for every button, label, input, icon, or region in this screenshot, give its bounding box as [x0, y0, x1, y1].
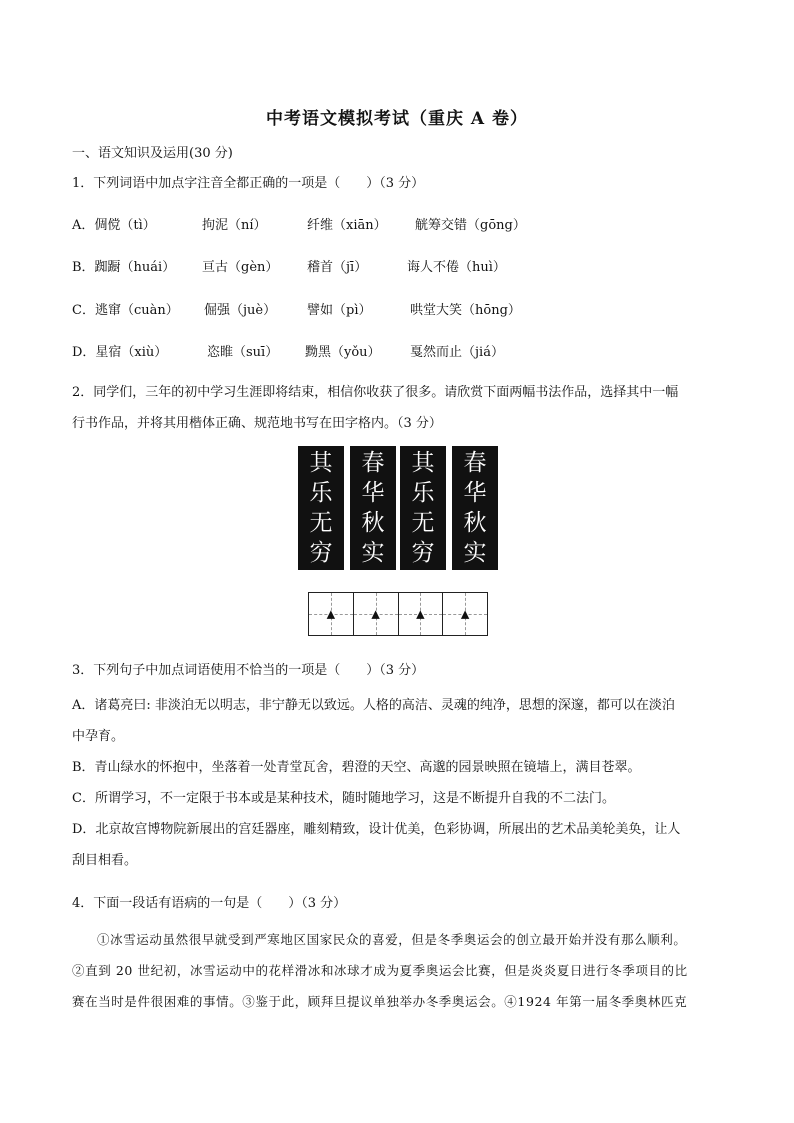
calligraphy-strip-3	[400, 446, 446, 570]
triangle-mark: ▲	[371, 607, 380, 621]
option-a-word-3: 纤维（xiān）	[307, 218, 387, 233]
question-4-passage-cont	[72, 955, 728, 1017]
question-3-option-b: B．青山绿水的怀抱中，坐落着一处青堂瓦舍，碧澄的天空、高邈的园景映照在镜墙上，满目苍翠。	[72, 760, 641, 775]
passage-line-1: ①冰雪运动虽然很早就受到严寒地区国家民众的喜爱，但是冬季奥运会的创立最开始并没有那么顺利。	[97, 932, 687, 947]
question-4-stem: 4．下面一段话有语病的一句是（ ）（3 分）	[72, 896, 347, 911]
question-2-line-2: 行书作品，并将其用楷体正确、规范地书写在田字格内。（3 分）	[72, 416, 442, 431]
calligraphy-char: 其	[309, 450, 333, 476]
option-b-word-2: 亘古（gèn）	[202, 260, 279, 275]
calligraphy-artworks	[298, 446, 498, 570]
calligraphy-char: 实	[361, 540, 385, 566]
option-b-word-3: 稽首（jī）	[307, 260, 368, 275]
calligraphy-char: 无	[309, 510, 333, 536]
question-2-stem	[72, 377, 722, 439]
option-a-word-1: A．倜傥（tì）	[72, 218, 156, 233]
option-a-word-4: 觥筹交错（gōng）	[415, 218, 526, 233]
calligraphy-char: 穷	[411, 540, 435, 566]
question-3-options	[72, 690, 722, 876]
tianzige-grid	[308, 592, 488, 636]
option-c-word-3: 譬如（pì）	[307, 303, 372, 318]
tianzige-cell[interactable]	[309, 593, 354, 635]
passage-line-3: 赛在当时是件很困难的事情。③鉴于此，顾拜旦提议单独举办冬季奥运会。④1924 年第一届冬季奥林匹克	[72, 994, 688, 1009]
option-b-word-1: B．踟蹰（huái）	[72, 260, 176, 275]
triangle-mark: ▲	[460, 607, 470, 621]
tianzige-cell[interactable]	[399, 593, 444, 635]
calligraphy-char: 乐	[309, 480, 333, 506]
calligraphy-strip-4	[452, 446, 498, 570]
option-c-word-4: 哄堂大笑（hōng）	[410, 303, 521, 318]
question-3-option-a-line-2: 中孕育。	[72, 729, 125, 744]
calligraphy-char: 秋	[361, 510, 385, 536]
question-1-stem: 1．下列词语中加点字注音全都正确的一项是（ ）（3 分）	[72, 176, 425, 191]
question-4-passage	[72, 924, 728, 955]
question-3-option-c: C．所谓学习，不一定限于书本或是某种技术，随时随地学习，这是不断提升自我的不二法门。	[72, 791, 615, 806]
question-1-option-a	[72, 214, 526, 233]
calligraphy-char: 其	[411, 450, 435, 476]
option-d-word-3: 黝黑（yǒu）	[305, 345, 381, 360]
calligraphy-char: 无	[411, 510, 435, 536]
option-d-word-2: 恣睢（suī）	[207, 345, 279, 360]
question-2-line-1: 2．同学们，三年的初中学习生涯即将结束，相信你收获了很多。请欣赏下面两幅书法作品，选择其中一幅	[72, 385, 679, 400]
question-1-option-c	[72, 299, 521, 318]
calligraphy-strip-1	[298, 446, 344, 570]
question-3-option-d-line-1: D．北京故宫博物院新展出的宫廷器座，雕刻精致，设计优美，色彩协调，所展出的艺术品美轮美奂，让人	[72, 822, 681, 837]
exam-title: 中考语文模拟考试（重庆 A 卷）	[265, 109, 529, 129]
section-heading: 一、语文知识及运用(30 分)	[72, 146, 233, 161]
calligraphy-char: 穷	[309, 540, 333, 566]
option-d-word-1: D．星宿（xiù）	[72, 345, 168, 360]
triangle-mark: ▲	[326, 607, 336, 621]
calligraphy-char: 乐	[411, 480, 435, 506]
option-c-word-1: C．逃窜（cuàn）	[72, 303, 179, 318]
option-a-word-2: 拘泥（ní）	[202, 218, 267, 233]
option-c-word-2: 倔强（juè）	[204, 303, 277, 318]
tianzige-cell[interactable]	[354, 593, 399, 635]
calligraphy-char: 春	[361, 450, 385, 476]
calligraphy-char: 秋	[463, 510, 487, 536]
question-1-option-b	[72, 256, 506, 275]
question-3-stem: 3．下列句子中加点词语使用不恰当的一项是（ ）（3 分）	[72, 663, 425, 678]
option-b-word-4: 诲人不倦（huì）	[407, 260, 506, 275]
calligraphy-char: 春	[463, 450, 487, 476]
question-3-option-d-line-2: 刮目相看。	[72, 853, 138, 868]
passage-line-2: ②直到 20 世纪初，冰雪运动中的花样滑冰和冰球才成为夏季奥运会比赛，但是炎炎夏日进行冬季项目的比	[72, 963, 688, 978]
option-d-word-4: 戛然而止（jiá）	[410, 345, 504, 360]
calligraphy-char: 实	[463, 540, 487, 566]
tianzige-cell[interactable]	[443, 593, 487, 635]
calligraphy-char: 华	[463, 480, 487, 506]
triangle-mark: ▲	[416, 607, 425, 621]
calligraphy-char: 华	[361, 480, 385, 506]
question-3-option-a-line-1: A．诸葛亮曰: 非淡泊无以明志，非宁静无以致远。人格的高洁、灵魂的纯净，思想的深邃，都可以在淡泊	[72, 698, 675, 713]
question-1-option-d	[72, 341, 504, 360]
calligraphy-strip-2	[350, 446, 396, 570]
